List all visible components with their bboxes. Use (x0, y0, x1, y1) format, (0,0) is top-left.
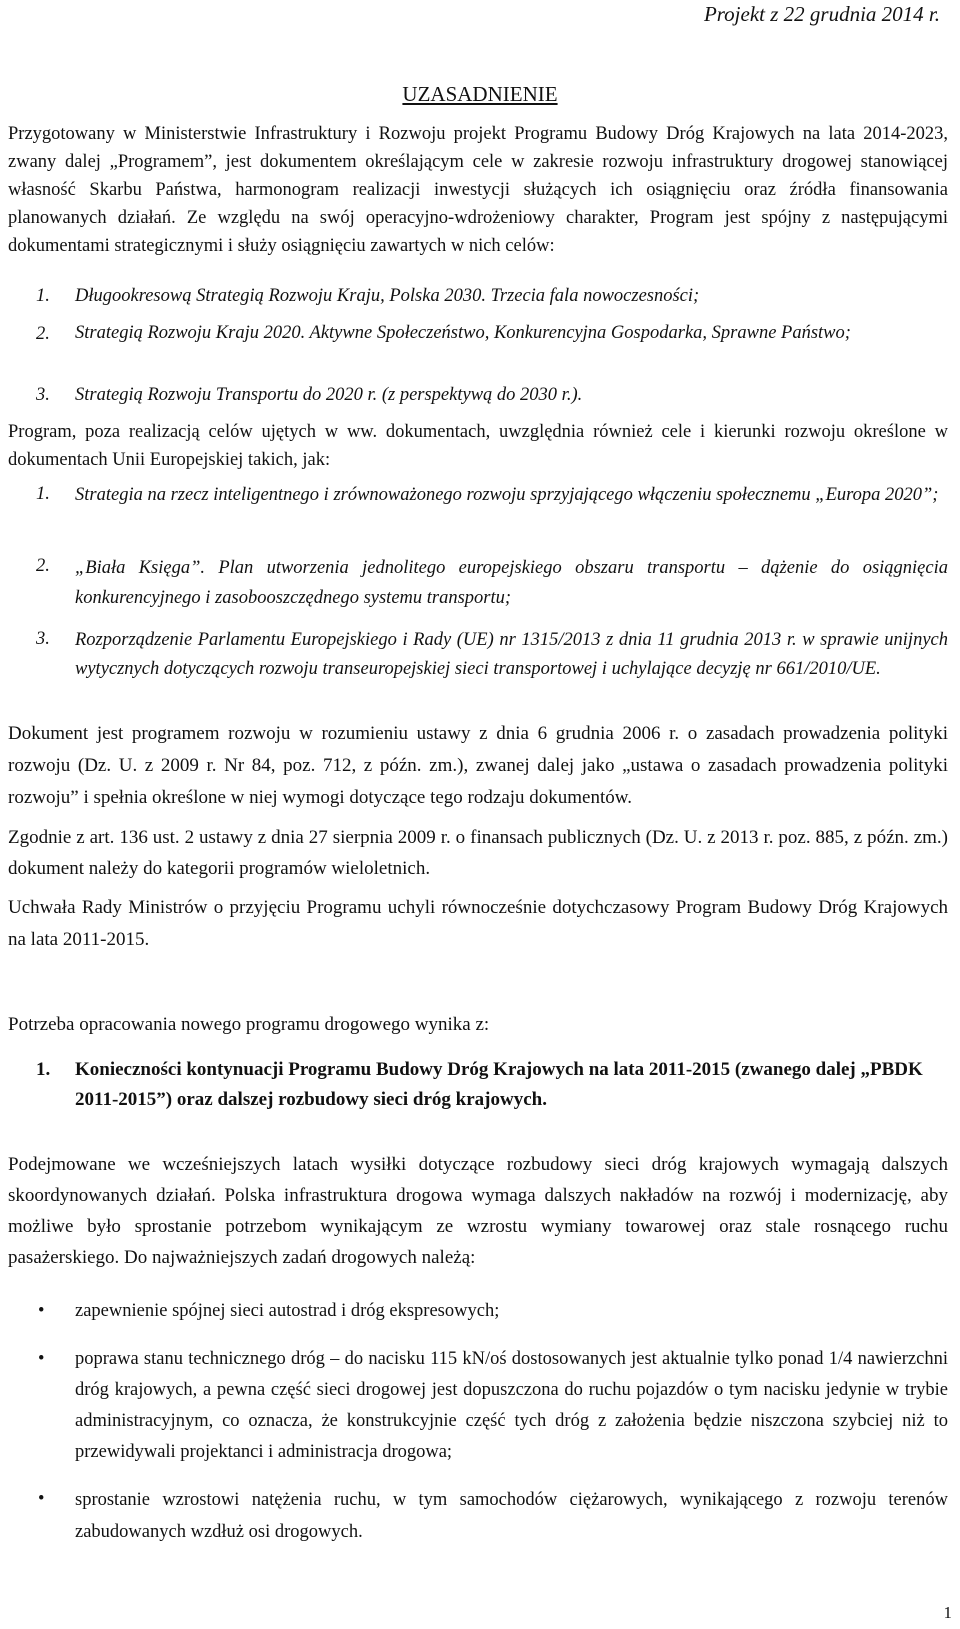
list-text: Strategią Rozwoju Kraju 2020. Aktywne Społeczeństwo, Konkurencyjna Gospodarka, Sprawne Państwo; (75, 323, 851, 343)
list-text: Długookresową Strategią Rozwoju Kraju, Polska 2030. Trzecia fala nowoczesności; (75, 286, 700, 306)
list-text: Strategia na rzecz inteligentnego i zrównoważonego rozwoju sprzyjającego włączeniu społecznemu „Europa 2020”; (75, 485, 939, 505)
eu-intro-paragraph: Program, poza realizacją celów ujętych w ww. dokumentach, uwzględnia również cele i kierunki rozwoju określone w dokumentach Unii Europejskiej takich, jak: (8, 422, 948, 470)
bullet-marker: • (38, 1349, 45, 1369)
need-intro: Potrzeba opracowania nowego programu drogowego wynika z: (8, 1014, 490, 1035)
list-number: 2. (36, 324, 50, 344)
list-text: Rozporządzenie Parlamentu Europejskiego i Rady (UE) nr 1315/2013 z dnia 11 grudnia 2013 r. w sprawie unijnych wytycznych dotyczących rozwoju transeuropejskiej sieci transportowej i uchylające decyzję nr 661/2010/UE. (75, 630, 948, 679)
list-text: Strategią Rozwoju Transportu do 2020 r. (z perspektywą do 2030 r.). (75, 385, 583, 405)
bullet-marker: • (38, 1489, 45, 1509)
efforts-paragraph: Podejmowane we wcześniejszych latach wysiłki dotyczące rozbudowy sieci dróg krajowych wymagają dalszych skoordynowanych działań. Polska infrastruktura drogowa wymaga dalszych nakładów na rozwój i modernizację, aby możliwe było sprostanie potrzebom wynikającym ze wzrostu wymiany towarowej oraz stale rosnącego ruchu pasażerskiego. Do najważniejszych zadań drogowych należą: (8, 1154, 948, 1268)
list-number: 1. (36, 1059, 51, 1080)
document-heading: UZASADNIENIE (402, 82, 558, 106)
list-number: 1. (36, 286, 50, 306)
need-item-text: Konieczności kontynuacji Programu Budowy Dróg Krajowych na lata 2011-2015 (zwanego dalej „PBDK 2011-2015”) oraz dalszej rozbudowy sieci dróg krajowych. (75, 1059, 923, 1110)
public-finance-paragraph: Zgodnie z art. 136 ust. 2 ustawy z dnia 27 sierpnia 2009 r. o finansach publicznych (Dz. U. z 2013 r. poz. 885, z późn. zm.) dokument należy do kategorii programów wieloletnich. (8, 827, 948, 879)
list-number: 1. (36, 484, 50, 504)
list-number: 3. (36, 629, 50, 649)
draft-date: Projekt z 22 grudnia 2014 r. (703, 2, 940, 26)
development-program-paragraph: Dokument jest programem rozwoju w rozumieniu ustawy z dnia 6 grudnia 2006 r. o zasadach prowadzenia polityki rozwoju (Dz. U. z 2009 r. Nr 84, poz. 712, z późn. zm.), zwanej dalej jako „ustawa o zasadach prowadzenia polityki rozwoju” i spełnia określone w niej wymogi dotyczące tego rodzaju dokumentów. (8, 723, 948, 808)
resolution-paragraph: Uchwała Rady Ministrów o przyjęciu Programu uchyli równocześnie dotychczasowy Program Budowy Dróg Krajowych na lata 2011-2015. (8, 897, 948, 950)
bullet-text: zapewnienie spójnej sieci autostrad i dróg ekspresowych; (75, 1301, 500, 1321)
bullet-marker: • (38, 1301, 45, 1321)
intro-paragraph: Przygotowany w Ministerstwie Infrastruktury i Rozwoju projekt Programu Budowy Dróg Krajowych na lata 2014-2023, zwany dalej „Programem”, jest dokumentem określającym cele w zakresie rozwoju infrastruktury drogowej stanowiącej własność Skarbu Państwa, harmonogram realizacji inwestycji służących ich osiągnięciu oraz źródła finansowania planowanych działań. Ze względu na swój operacyjno-wdrożeniowy charakter, Program jest spójny z następującymi dokumentami strategicznymi i służy osiągnięciu zawartych w nich celów: (8, 124, 948, 256)
list-text: „Biała Księga”. Plan utworzenia jednolitego europejskiego obszaru transportu – dążenie do osiągnięcia konkurencyjnego i zasobooszczędnego systemu transportu; (75, 558, 948, 608)
list-number: 3. (36, 385, 50, 405)
bullet-text: poprawa stanu technicznego dróg – do nacisku 115 kN/oś dostosowanych jest aktualnie tylko ponad 1/4 nawierzchni dróg krajowych, a pewna część sieci drogowej jest dopuszczona do ruchu pojazdów o tym nacisku jedynie w trybie administracyjnym, co oznacza, że konstrukcyjnie część tych dróg z założenia będzie niszczona szybciej niż to przewidywali projektanci i administracja drogowa; (75, 1349, 948, 1462)
page-number: 1 (943, 1603, 952, 1622)
list-number: 2. (36, 556, 50, 576)
bullet-text: sprostanie wzrostowi natężenia ruchu, w tym samochodów ciężarowych, wynikającego z rozwoju terenów zabudowanych wzdłuż osi drogowych. (75, 1490, 948, 1542)
